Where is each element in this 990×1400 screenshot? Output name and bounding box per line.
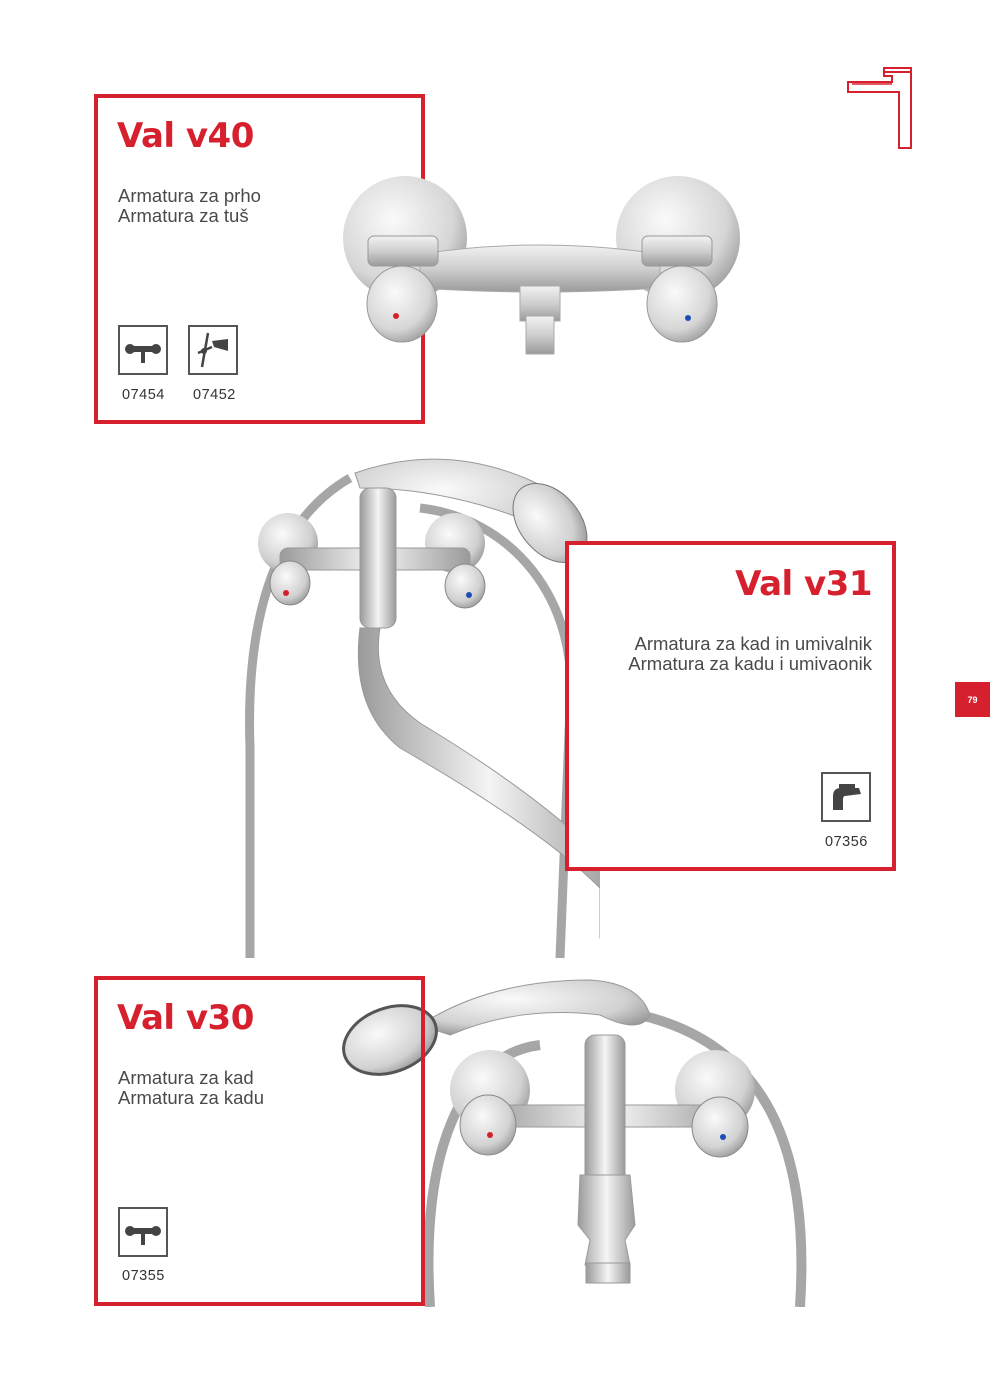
product-description bbox=[628, 634, 872, 674]
description-line: Armatura za kadu bbox=[118, 1087, 265, 1108]
faucet-image-v40 bbox=[340, 176, 760, 361]
product-code: 07452 bbox=[193, 387, 236, 403]
product-code: 07356 bbox=[825, 834, 868, 850]
page-number: 79 bbox=[955, 682, 990, 717]
faucet-outline-icon bbox=[844, 62, 914, 152]
description-line: Armatura za kad bbox=[118, 1067, 254, 1088]
wall-mixer-icon bbox=[118, 1207, 168, 1257]
wall-mixer-icon bbox=[118, 325, 168, 375]
product-title: Val v40 bbox=[117, 116, 254, 156]
product-code: 07355 bbox=[122, 1268, 165, 1284]
description-line: Armatura za prho bbox=[118, 185, 261, 206]
faucet-image-v31 bbox=[240, 448, 600, 963]
product-title: Val v30 bbox=[117, 998, 254, 1038]
product-code: 07454 bbox=[122, 387, 165, 403]
product-description bbox=[118, 186, 261, 226]
product-title: Val v31 bbox=[735, 564, 872, 604]
description-line: Armatura za kad in umivalnik bbox=[634, 633, 872, 654]
description-line: Armatura za kadu i umivaonik bbox=[628, 653, 872, 674]
product-description bbox=[118, 1068, 264, 1108]
basin-faucet-icon bbox=[821, 772, 871, 822]
shower-mixer-icon bbox=[188, 325, 238, 375]
description-line: Armatura za tuš bbox=[118, 205, 249, 226]
